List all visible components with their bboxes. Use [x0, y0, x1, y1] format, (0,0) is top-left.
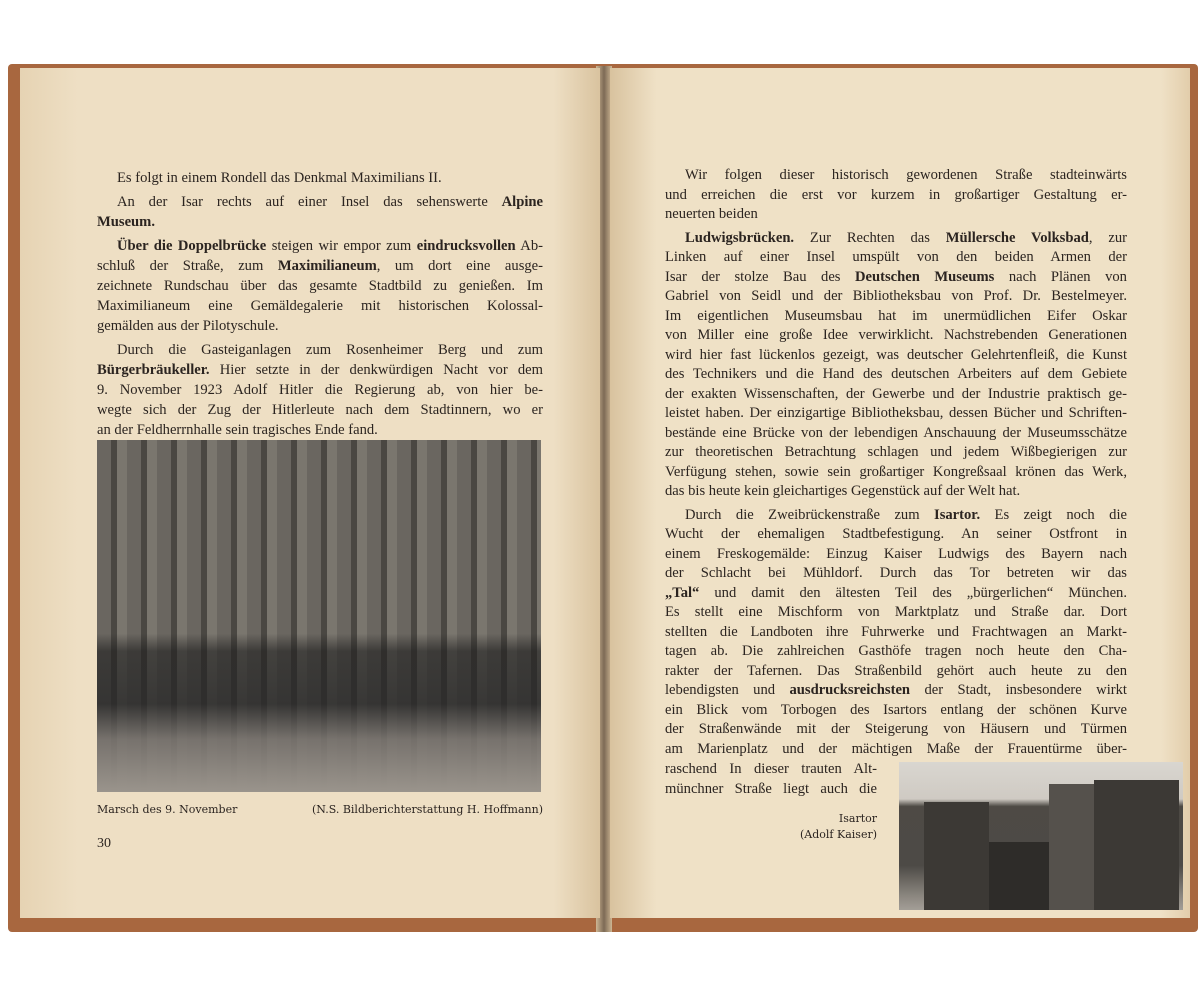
bold-text: Deutschen Museums: [854, 268, 995, 285]
text-segment: An der Isar rechts auf einer Insel das sehenswerte: [117, 194, 502, 210]
text-line: [665, 545, 1127, 565]
text-line: [97, 212, 543, 232]
text-segment: neuerten beiden: [665, 206, 758, 222]
text-segment: 9. November 1923 Adolf Hitler die Regierung ab, von hier be-: [97, 382, 543, 398]
text-line: [665, 463, 1127, 483]
photo-credit: (N.S. Bildberichterstattung H. Hoffmann): [311, 803, 543, 816]
paragraph: [665, 229, 1127, 502]
text-segment: Linken auf einer Insel umspült von den beiden Armen der: [665, 249, 1127, 265]
text-line: [665, 307, 1127, 327]
text-segment: Verfügung stehen, sowie sein großartiger Kongreßsaal krönen das Werk,: [665, 463, 1127, 480]
text-line: [665, 166, 1127, 186]
paragraph: [97, 192, 543, 232]
text-line: [665, 564, 1127, 584]
text-segment: zeichnete Rundschau über das gesamte Stadtbild zu genießen. Im: [97, 278, 543, 294]
text-line: [665, 623, 1127, 643]
text-line: [665, 424, 1127, 444]
text-segment: Es folgt in einem Rondell das Denkmal Maximilians II.: [117, 170, 442, 186]
text-line: [665, 482, 1127, 502]
text-line: [665, 326, 1127, 346]
text-segment: rakter der Tafernen. Das Straßenbild gehört auch heute zu den: [665, 662, 1127, 679]
bold-text: Ludwigsbrücken.: [685, 229, 795, 246]
paragraph: [97, 340, 543, 440]
text-line: [665, 780, 877, 800]
gate-tower-right: [1094, 780, 1179, 910]
text-segment: wegte sich der Zug der Hitlerleute nach dem Stadtinnern, wo er: [97, 402, 543, 418]
gate-arch: [989, 842, 1049, 910]
bold-text: Müllersche Volksbad: [945, 229, 1089, 246]
text-segment: , um dort eine ausge-: [376, 258, 544, 274]
text-segment: Ab-: [515, 238, 543, 254]
text-segment: schluß der Straße, zum: [97, 258, 278, 274]
text-line: [97, 420, 543, 440]
text-segment: Wucht der ehemaligen Stadtbefestigung. An seiner Ostfront in: [665, 526, 1127, 542]
text-segment: der Stadt, insbesondere wirkt: [910, 682, 1127, 698]
text-line: [665, 385, 1127, 405]
text-line: [97, 400, 543, 420]
text-segment: , zur: [1088, 229, 1128, 246]
text-segment: der Schlacht bei Mühldorf. Durch das Tor betreten wir das: [665, 565, 1127, 581]
text-line: [665, 287, 1127, 307]
text-line: [665, 584, 1127, 604]
photo-caption-isartor: Isartor: [838, 812, 877, 825]
text-segment: an der Feldherrnhalle sein tragisches Ende fand.: [97, 422, 378, 438]
text-segment: Hier setzte in der denkwürdigen Nacht vor dem: [209, 362, 543, 378]
text-segment: bestände eine Brücke von der lebendigen Anschauung der Museumsschätze: [665, 424, 1127, 441]
text-line: [665, 268, 1127, 288]
text-line: [665, 662, 1127, 682]
text-segment: münchner Straße liegt auch die: [665, 780, 877, 797]
text-segment: Durch die Gasteiganlagen zum Rosenheimer Berg und zum: [117, 342, 543, 358]
bold-text: „Tal“: [665, 584, 700, 601]
text-segment: einem Freskogemälde: Einzug Kaiser Ludwigs des Bayern nach: [665, 545, 1127, 562]
text-line: [665, 248, 1127, 268]
text-line: [665, 404, 1127, 424]
text-segment: zur theoretischen Betrachtung schlagen und jedem Wißbegierigen zur: [665, 444, 1127, 460]
text-segment: wird hier fast lückenlos gezeigt, was deutscher Gelehrtenfleiß, die Kunst: [665, 346, 1127, 363]
text-segment: leistet haben. Der einzigartige Bibliotheksbau, dessen Bücher und Schriften-: [665, 405, 1127, 421]
photo-caption: Marsch des 9. November: [97, 803, 238, 816]
text-segment: und damit den ältesten Teil des „bürgerlichen“ München.: [699, 584, 1127, 601]
text-line: [97, 276, 543, 296]
bold-text: eindrucksvollen: [416, 238, 516, 254]
paragraph: [97, 168, 543, 188]
text-segment: und erreichen die erst vor kurzem in großartiger Gestaltung er-: [665, 186, 1127, 203]
text-line: [665, 760, 877, 780]
bold-text: Über die Doppelbrücke: [117, 238, 267, 254]
gate-tower-middle: [1049, 784, 1094, 910]
bold-text: Museum.: [97, 214, 155, 230]
text-line: [665, 365, 1127, 385]
text-line: [665, 701, 1127, 721]
text-segment: Maximilianeum eine Gemäldegalerie mit historischen Kolossal-: [97, 298, 543, 314]
text-segment: Wir folgen dieser historisch gewordenen Straße stadteinwärts: [685, 167, 1127, 183]
bold-text: Bürgerbräukeller.: [97, 362, 210, 378]
text-line: [665, 186, 1127, 206]
text-line: [97, 236, 543, 256]
right-page-text-narrow: [665, 760, 877, 799]
text-segment: tagen ab. Die zahlreichen Gasthöfe tragen noch heute den Cha-: [665, 643, 1127, 659]
text-line: [665, 720, 1127, 740]
text-line: [665, 443, 1127, 463]
text-line: [665, 525, 1127, 545]
text-segment: Isar der stolze Bau des: [665, 268, 855, 285]
photo-isartor: [899, 762, 1183, 910]
text-segment: Es zeigt noch die: [980, 506, 1127, 523]
text-line: [97, 340, 543, 360]
text-segment: der Straßenwände mit der Steigerung von Häusern und Türmen: [665, 721, 1127, 737]
text-segment: von Miller eine große Idee verwirklicht. Nachstrebenden Generationen: [665, 327, 1127, 343]
text-segment: lebendigsten und: [665, 682, 790, 698]
text-segment: Zur Rechten das: [794, 229, 946, 246]
text-line: [97, 316, 543, 336]
text-segment: der exakten Wissenschaften, der Gewerbe und der Industrie praktisch ge-: [665, 385, 1127, 402]
text-line: [665, 506, 1127, 526]
text-line: [97, 168, 543, 188]
text-segment: am Marienplatz und der mächtigen Maße der Frauentürme über-: [665, 740, 1127, 757]
page-number: 30: [97, 836, 111, 851]
text-segment: das bis heute kein gleichartiges Gegenstück auf der Welt hat.: [665, 483, 1021, 499]
photo-credit-isartor: (Adolf Kaiser): [800, 828, 877, 841]
text-line: [665, 681, 1127, 701]
left-page-text: [97, 168, 543, 444]
text-segment: raschend In dieser trauten Alt-: [665, 761, 877, 777]
text-segment: steigen wir empor zum: [266, 238, 417, 254]
right-page-text: [665, 166, 1127, 763]
text-line: [97, 360, 543, 380]
text-segment: des Technikers und die Hand des deutschen Arbeiters auf dem Gebiete: [665, 366, 1127, 382]
text-line: [665, 346, 1127, 366]
text-segment: Gabriel von Seidl und der Bibliotheksbau von Prof. Dr. Bestelmeyer.: [665, 288, 1127, 304]
bold-text: Isartor.: [934, 506, 981, 523]
text-line: [97, 296, 543, 316]
text-segment: Durch die Zweibrückenstraße zum: [685, 506, 935, 523]
text-segment: ein Blick vom Torbogen des Isartors entlang der schönen Kurve: [665, 701, 1127, 718]
text-line: [665, 740, 1127, 760]
text-segment: stellten die Landboten ihre Fuhrwerke und Frachtwagen an Markt-: [665, 623, 1127, 640]
bold-text: Maximilianeum: [277, 258, 377, 274]
text-line: [665, 642, 1127, 662]
gate-tower-left: [924, 802, 989, 910]
paragraph: [665, 506, 1127, 760]
text-line: [665, 205, 1127, 225]
text-line: [97, 380, 543, 400]
bold-text: ausdrucksreichsten: [789, 682, 911, 698]
text-line: [97, 256, 543, 276]
paragraph: [665, 166, 1127, 225]
text-line: [97, 192, 543, 212]
text-segment: Im eigentlichen Museumsbau hat im unermüdlichen Eifer Oskar: [665, 307, 1127, 324]
text-line: [665, 603, 1127, 623]
text-line: [665, 229, 1127, 249]
text-segment: nach Plänen von: [994, 268, 1127, 285]
photo-march-9-november: [97, 440, 541, 792]
text-segment: Es stellt eine Mischform von Marktplatz und Straße dar. Dort: [665, 604, 1127, 620]
bold-text: Alpine: [501, 194, 543, 210]
paragraph: [97, 236, 543, 336]
text-segment: gemälden aus der Pilotyschule.: [97, 318, 279, 334]
